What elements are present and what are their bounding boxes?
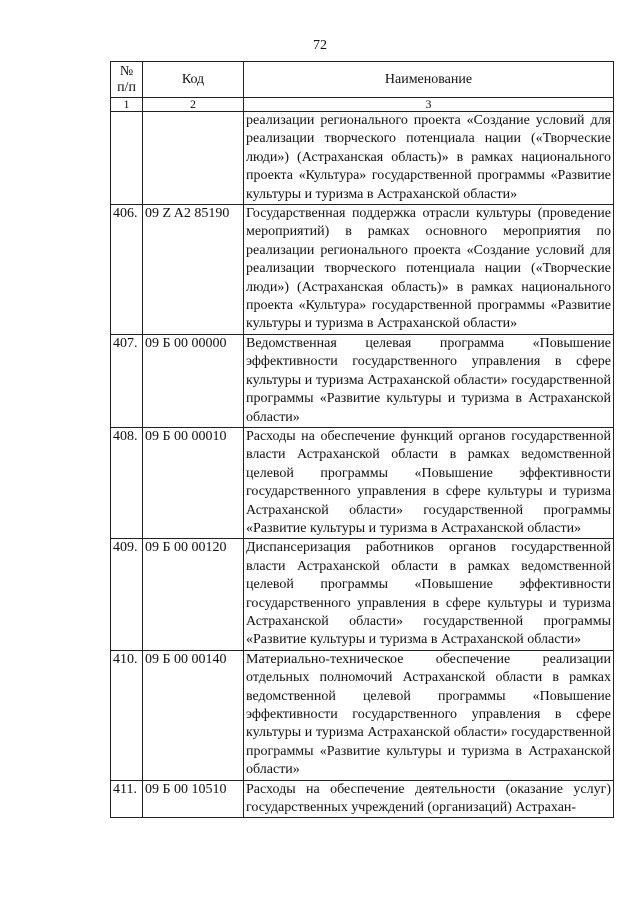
row-number: 409.	[111, 539, 143, 650]
table-row	[111, 650, 614, 780]
row-name: Государственная поддержка отрасли культуры (проведение мероприятий) в рамках основного мероприятия по реализации регионального проекта «Создание условий для реализации творческого потенциала нации («Творческие люди») (Астраханская область)» в рамках национального проекта «Культура» государственной программы «Развитие культуры и туризма в Астраханской области»	[244, 205, 614, 335]
column-index-1: 1	[111, 98, 143, 112]
row-code: 09 Z A2 85190	[143, 205, 244, 335]
header-code: Код	[143, 62, 244, 98]
row-number	[111, 112, 143, 205]
registry-table	[110, 61, 614, 818]
row-number: 411.	[111, 780, 143, 818]
row-name: Расходы на обеспечение деятельности (оказание услуг) государственных учреждений (организаций) Астрахан-	[244, 780, 614, 818]
header-row	[111, 62, 614, 98]
table-row	[111, 539, 614, 650]
row-name: Диспансеризация работников органов государственной власти Астраханской области в рамках ведомственной целевой программы «Повышение эффективности государственного управления в сфере культуры и туризма Астраханской области» государственной программы «Развитие культуры и туризма в Астраханской области»	[244, 539, 614, 650]
page-number: 72	[313, 38, 327, 53]
table-row	[111, 780, 614, 818]
row-name: реализации регионального проекта «Создание условий для реализации творческого потенциала нации («Творческие люди») (Астраханская область)» в рамках национального проекта «Культура» государственной программы «Развитие культуры и туризма в Астраханской области»	[244, 112, 614, 205]
row-code: 09 Б 00 10510	[143, 780, 244, 818]
row-number: 408.	[111, 427, 143, 538]
row-code: 09 Б 00 00000	[143, 334, 244, 427]
row-code: 09 Б 00 00010	[143, 427, 244, 538]
row-name: Материально-техническое обеспечение реализации отдельных полномочий Астраханской области в рамках ведомственной целевой программы «Повышение эффективности государственного управления в сфере культуры и туризма Астраханской области» государственной программы «Развитие культуры и туризма в Астраханской области»	[244, 650, 614, 780]
row-number: 410.	[111, 650, 143, 780]
table-row	[111, 205, 614, 335]
row-code	[143, 112, 244, 205]
row-code: 09 Б 00 00140	[143, 650, 244, 780]
column-index-2: 2	[143, 98, 244, 112]
row-number: 407.	[111, 334, 143, 427]
column-index-row	[111, 98, 614, 112]
table-row	[111, 112, 614, 205]
column-index-3: 3	[244, 98, 614, 112]
row-name: Расходы на обеспечение функций органов государственной власти Астраханской области в рамках ведомственной целевой программы «Повышение эффективности государственного управления в сфере культуры и туризма Астраханской области» государственной программы «Развитие культуры и туризма в Астраханской области»	[244, 427, 614, 538]
row-code: 09 Б 00 00120	[143, 539, 244, 650]
header-name: Наименование	[244, 62, 614, 98]
row-name: Ведомственная целевая программа «Повышение эффективности государственного управления в сфере культуры и туризма Астраханской области» государственной программы «Развитие культуры и туризма в Астраханской области»	[244, 334, 614, 427]
header-num: № п/п	[111, 62, 143, 98]
table-row	[111, 334, 614, 427]
table-row	[111, 427, 614, 538]
row-number: 406.	[111, 205, 143, 335]
